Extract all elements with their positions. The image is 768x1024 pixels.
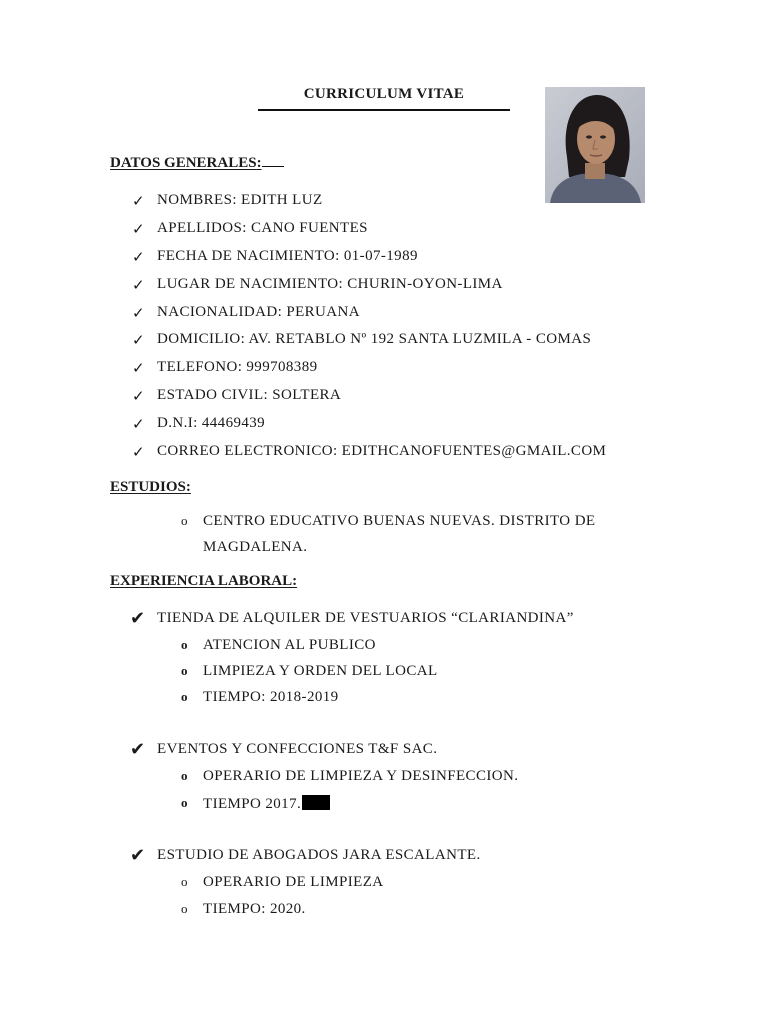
circle-bullet-icon: o xyxy=(181,768,188,783)
check-icon: ✓ xyxy=(132,333,145,349)
list-item-text: TIEMPO: 2020. xyxy=(203,901,306,917)
list-item-text: MAGDALENA. xyxy=(203,539,308,555)
check-icon: ✓ xyxy=(132,306,145,322)
circle-bullet-icon: o xyxy=(181,874,188,889)
check-icon: ✔ xyxy=(130,739,146,759)
list-item-text: NACIONALIDAD: PERUANA xyxy=(157,304,360,320)
list-item-text: TIEMPO: 2018-2019 xyxy=(203,689,339,705)
check-icon: ✓ xyxy=(132,389,145,405)
page-title: CURRICULUM VITAE xyxy=(303,86,465,102)
check-icon: ✓ xyxy=(132,278,145,294)
circle-bullet-icon: o xyxy=(181,663,188,678)
profile-photo xyxy=(545,87,645,203)
list-item-text: DOMICILIO: AV. RETABLO Nº 192 SANTA LUZMILA - COMAS xyxy=(157,331,592,347)
check-icon: ✓ xyxy=(132,222,145,238)
circle-bullet-icon: o xyxy=(181,637,188,652)
email-text: CORREO ELECTRONICO: EDITHCANOFUENTES@GMAIL.COM xyxy=(157,443,607,459)
list-item-text: ATENCION AL PUBLICO xyxy=(203,637,376,653)
circle-bullet-icon: o xyxy=(181,689,188,704)
check-icon: ✔ xyxy=(130,608,146,628)
check-icon: ✔ xyxy=(130,845,146,865)
list-item-text: APELLIDOS: CANO FUENTES xyxy=(157,220,368,236)
job-title: ESTUDIO DE ABOGADOS JARA ESCALANTE. xyxy=(157,847,481,863)
redaction-box xyxy=(302,795,330,810)
list-item-text: ESTADO CIVIL: SOLTERA xyxy=(157,387,342,403)
circle-bullet-icon: o xyxy=(181,513,188,528)
title-underline xyxy=(258,109,510,111)
list-item-text: LUGAR DE NACIMIENTO: CHURIN-OYON-LIMA xyxy=(157,276,503,292)
estudios-heading: ESTUDIOS: xyxy=(110,479,191,495)
check-icon: ✓ xyxy=(132,361,145,377)
list-item-text: OPERARIO DE LIMPIEZA xyxy=(203,874,384,890)
check-icon: ✓ xyxy=(132,250,145,266)
datos-generales-heading xyxy=(110,154,284,172)
list-item-text: OPERARIO DE LIMPIEZA Y DESINFECCION. xyxy=(203,768,519,784)
check-icon: ✓ xyxy=(132,194,145,210)
experiencia-heading: EXPERIENCIA LABORAL: xyxy=(110,573,298,589)
list-item-text: CENTRO EDUCATIVO BUENAS NUEVAS. DISTRITO DE xyxy=(203,513,596,529)
circle-bullet-icon: o xyxy=(181,795,188,810)
heading-trailing-rule xyxy=(262,154,284,167)
list-item-text: D.N.I: 44469439 xyxy=(157,415,266,431)
check-icon: ✓ xyxy=(132,445,145,461)
datos-generales-heading-text: DATOS GENERALES: xyxy=(110,155,262,171)
list-item-text: NOMBRES: EDITH LUZ xyxy=(157,192,323,208)
circle-bullet-icon: o xyxy=(181,901,188,916)
list-item-text: LIMPIEZA Y ORDEN DEL LOCAL xyxy=(203,663,438,679)
list-item-text: FECHA DE NACIMIENTO: 01-07-1989 xyxy=(157,248,418,264)
job-title: TIENDA DE ALQUILER DE VESTUARIOS “CLARIANDINA” xyxy=(157,610,574,626)
tiempo-text: TIEMPO 2017. xyxy=(203,796,302,812)
list-item-text: TELEFONO: 999708389 xyxy=(157,359,318,375)
job-title: EVENTOS Y CONFECCIONES T&F SAC. xyxy=(157,741,438,757)
check-icon: ✓ xyxy=(132,417,145,433)
list-item-text xyxy=(203,795,330,813)
